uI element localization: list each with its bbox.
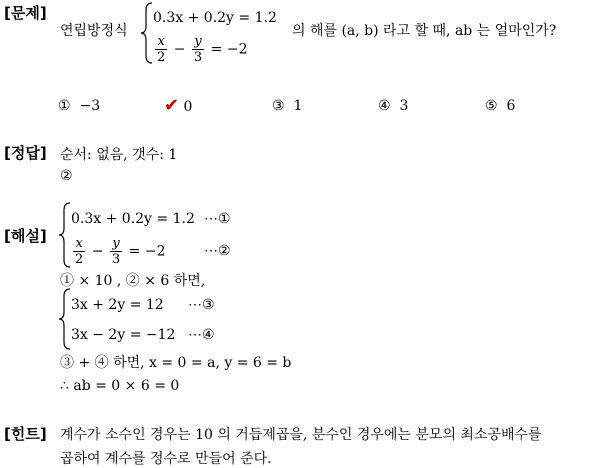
hint-line2: 곱하여 계수를 정수로 만들어 준다. <box>60 451 272 467</box>
problem-eq2 <box>153 34 247 65</box>
s-eq2-den1: 2 <box>75 252 84 267</box>
problem-prefix: 연립방정식 <box>60 23 128 39</box>
checkmark-icon: ✔ <box>164 95 180 116</box>
s-eq2-den2: 3 <box>111 252 121 267</box>
eq2-num1: x <box>157 34 165 49</box>
solution-eq1-mark: ⋯① <box>204 211 231 227</box>
solution-eq3: 3x + 2y = 12 <box>71 297 164 313</box>
choice-4[interactable] <box>378 98 408 114</box>
eq2-den1: 2 <box>157 50 166 65</box>
eq2-minus: − <box>173 41 186 58</box>
hint-tag: [힌트] <box>4 425 47 443</box>
solution-eq4-mark: ⋯④ <box>188 327 215 343</box>
system-brace-icon <box>58 202 72 268</box>
solution-eq1: 0.3x + 0.2y = 1.2 <box>71 211 195 227</box>
choice-1-label: ① <box>58 98 71 114</box>
answer-tag: [정답] <box>4 144 47 162</box>
hint-line1: 계수가 소수인 경우는 10 의 거듭제곱을, 분수인 경우에는 분모의 최소공배수를 <box>60 427 542 443</box>
solution-eq2 <box>71 236 165 267</box>
solution-eq4: 3x − 2y = −12 <box>71 327 176 343</box>
choice-2-value: 0 <box>183 99 193 115</box>
problem-suffix: 의 해를 (a, b) 라고 할 때, ab 는 얼마인가? <box>292 23 557 39</box>
solution-eq3-mark: ⋯③ <box>188 297 215 313</box>
eq2-num2: y <box>194 34 202 49</box>
answer-line1: 순서: 없음, 갯수: 1 <box>60 147 178 163</box>
solution-tag: [해설] <box>4 227 47 245</box>
choice-1-value: −3 <box>79 98 101 114</box>
solution-conclusion: ∴ ab = 0 × 6 = 0 <box>60 378 180 394</box>
solution-step2: ③ + ④ 하면, x = 0 = a, y = 6 = b <box>60 355 292 371</box>
choice-4-value: 3 <box>399 98 409 114</box>
choice-3-value: 1 <box>293 98 303 114</box>
s-eq2-rhs: = −2 <box>128 243 166 260</box>
system-brace-icon <box>58 288 72 350</box>
choice-3[interactable] <box>272 98 302 114</box>
eq2-rhs: = −2 <box>210 41 248 58</box>
eq2-den2: 3 <box>193 50 203 65</box>
choice-3-label: ③ <box>272 98 285 114</box>
s-eq2-num2: y <box>112 236 120 251</box>
problem-eq1: 0.3x + 0.2y = 1.2 <box>153 10 277 26</box>
solution-step1: ① × 10 , ② × 6 하면, <box>60 273 206 289</box>
answer-line2: ② <box>60 168 73 184</box>
choice-5-value: 6 <box>506 98 516 114</box>
system-brace-icon <box>140 2 154 64</box>
choice-1[interactable] <box>58 98 100 114</box>
choice-5-label: ⑤ <box>485 98 498 114</box>
solution-eq2-mark: ⋯② <box>204 243 231 259</box>
s-eq2-minus: − <box>91 243 104 260</box>
problem-tag: [문제] <box>4 4 47 22</box>
choice-5[interactable] <box>485 98 515 114</box>
choice-2[interactable] <box>164 95 192 116</box>
s-eq2-num1: x <box>75 236 83 251</box>
choice-4-label: ④ <box>378 98 391 114</box>
